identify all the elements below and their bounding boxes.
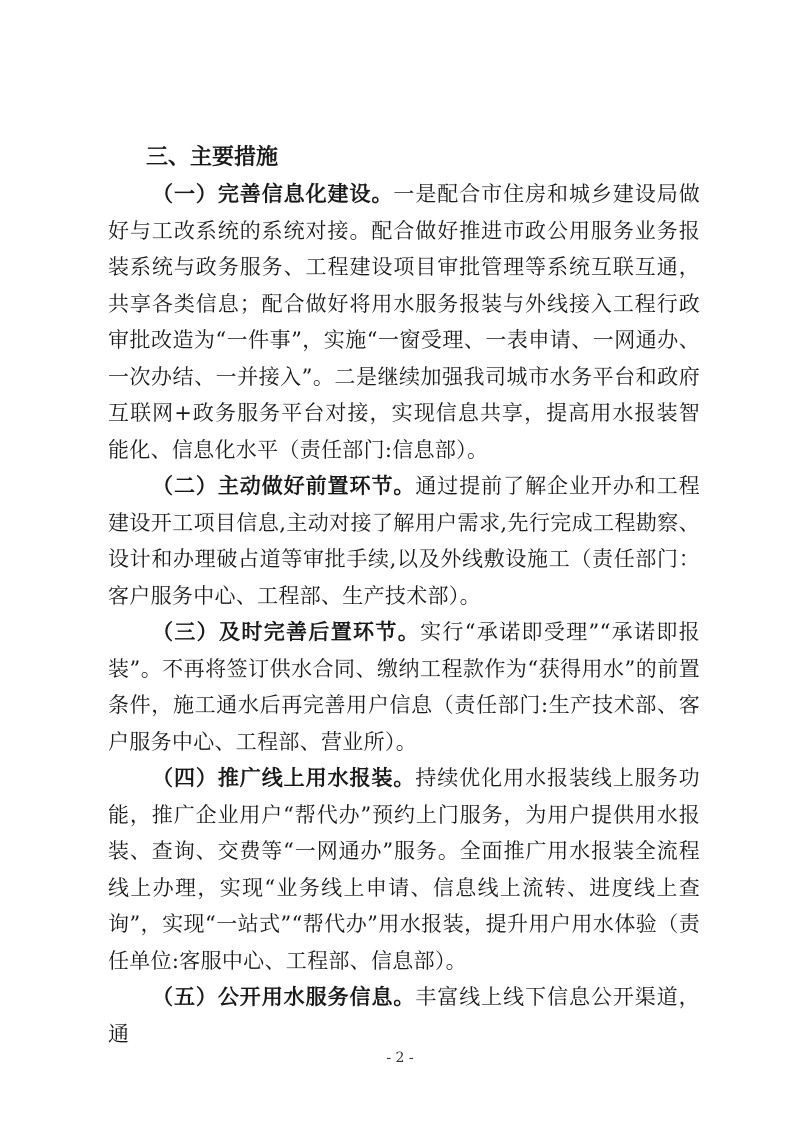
paragraph-lead: （三）及时完善后置环节。	[152, 620, 421, 644]
paragraph-body: 持续优化用水报装线上服务功能，推广企业用户“帮代办”预约上门服务，为用户提供用水报装、查询、交费等“一网通办”服务。全面推广用水报装全流程线上办理，实现“业务线上申请、信息线上流转、进度线上查询”，实现“一站式”“帮代办”用水报装，提升用户用水体验（责任单位:客服中心、工程部、信息部）。	[108, 766, 700, 973]
measure-paragraph-4	[108, 760, 700, 979]
measure-paragraph-2	[108, 468, 700, 614]
paragraph-body: 丰富线上线下信息公开渠道，通	[108, 985, 700, 1046]
measure-paragraph-5	[108, 979, 700, 1052]
measure-paragraph-1	[108, 176, 700, 468]
paragraph-lead: （一）完善信息化建设。	[152, 182, 394, 206]
measure-paragraph-3	[108, 614, 700, 760]
page-number: - 2 -	[386, 1050, 414, 1066]
paragraph-body: 通过提前了解企业开办和工程建设开工项目信息,主动对接了解用户需求,先行完成工程勘察、设计和办理破占道等审批手续,以及外线敷设施工（责任部门：客户服务中心、工程部、生产技术部）。	[108, 474, 700, 608]
document-body	[108, 140, 700, 1052]
paragraph-lead: （五）公开用水服务信息。	[152, 985, 416, 1009]
paragraph-lead: （二）主动做好前置环节。	[152, 474, 416, 498]
paragraph-lead: （四）推广线上用水报装。	[152, 766, 416, 790]
paragraph-body: 实行“承诺即受理”“承诺即报装”。不再将签订供水合同、缴纳工程款作为“获得用水”的前置条件，施工通水后再完善用户信息（责任部门:生产技术部、客户服务中心、工程部、营业所）。	[108, 620, 700, 754]
paragraph-body: 一是配合市住房和城乡建设局做好与工改系统的系统对接。配合做好推进市政公用服务业务报装系统与政务服务、工程建设项目审批管理等系统互联互通，共享各类信息；配合做好将用水服务报装与外线接入工程行政审批改造为“一件事”，实施“一窗受理、一表申请、一网通办、一次办结、一并接入”。二是继续加强我司城市水务平台和政府互联网+政务服务平台对接，实现信息共享，提高用水报装智能化、信息化水平（责任部门:信息部）。	[108, 182, 700, 462]
section-title: 三、主要措施	[146, 145, 279, 170]
